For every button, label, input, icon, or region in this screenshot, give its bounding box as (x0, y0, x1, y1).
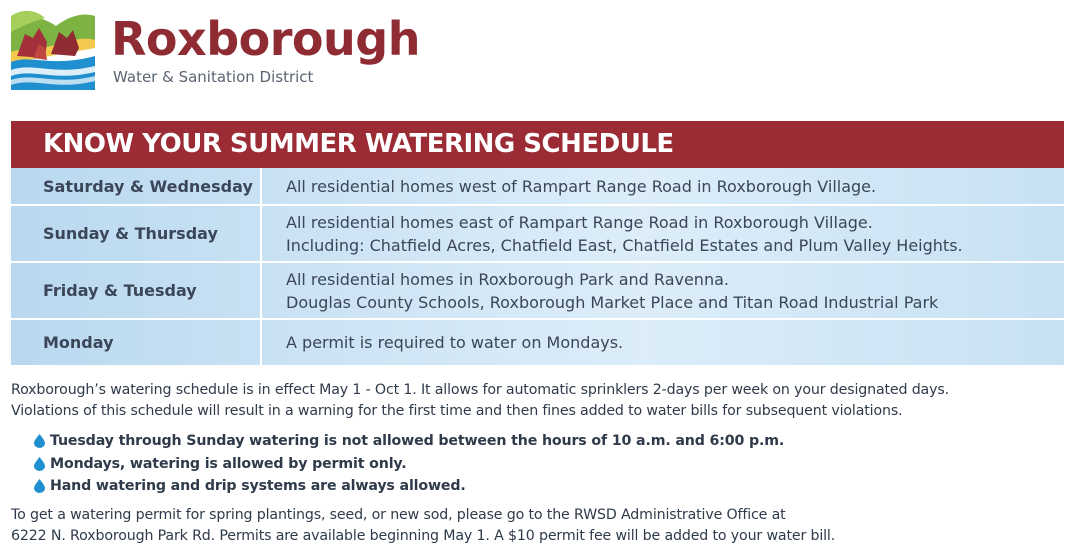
schedule-description-line: All residential homes east of Rampart Range Road in Roxborough Village. (286, 212, 873, 232)
schedule-days: Saturday & Wednesday (11, 168, 262, 204)
schedule-description-line: Including: Chatfield Acres, Chatfield East, Chatfield Estates and Plum Valley Heights. (286, 235, 963, 255)
water-drop-icon (34, 434, 45, 448)
watering-rules-list (34, 430, 784, 498)
permit-line: 6222 N. Roxborough Park Rd. Permits are available beginning May 1. A $10 permit fee will be added to your water bill. (11, 528, 836, 544)
rule-text: Hand watering and drip systems are always allowed. (50, 478, 466, 494)
logo-subtitle: Water & Sanitation District (113, 68, 314, 86)
schedule-description-line: Douglas County Schools, Roxborough Market Place and Titan Road Industrial Park (286, 292, 939, 312)
schedule-description-line: All residential homes west of Rampart Range Road in Roxborough Village. (286, 176, 877, 196)
intro-line: Roxborough’s watering schedule is in effect May 1 - Oct 1. It allows for automatic sprinklers 2-days per week on your designated days. (11, 382, 949, 398)
schedule-row (11, 320, 1064, 365)
district-logo (11, 8, 420, 92)
schedule-days: Friday & Tuesday (11, 263, 262, 318)
permit-line: To get a watering permit for spring plantings, seed, or new sod, please go to the RWSD Administrative Office at (11, 507, 786, 523)
mountain-water-logo-icon (11, 8, 95, 90)
intro-line: Violations of this schedule will result in a warning for the first time and then fines added to water bills for subsequent violations. (11, 403, 903, 419)
list-item (34, 453, 784, 476)
schedule-description-line: All residential homes in Roxborough Park and Ravenna. (286, 269, 729, 289)
logo-name: Roxborough (111, 12, 420, 66)
permit-paragraph (11, 505, 835, 547)
schedule-description (262, 263, 1064, 318)
watering-schedule-table (11, 121, 1064, 365)
schedule-description (262, 168, 1064, 204)
schedule-title: KNOW YOUR SUMMER WATERING SCHEDULE (11, 121, 1064, 168)
water-drop-icon (34, 457, 45, 471)
schedule-description (262, 206, 1064, 261)
schedule-description-line: A permit is required to water on Mondays. (286, 333, 624, 352)
schedule-intro-paragraph (11, 380, 949, 422)
rule-text: Mondays, watering is allowed by permit only. (50, 455, 407, 472)
schedule-description (262, 320, 1064, 365)
schedule-row (11, 206, 1064, 263)
schedule-row (11, 263, 1064, 320)
rule-text: Tuesday through Sunday watering is not allowed between the hours of 10 a.m. and 6:00 p.m. (50, 433, 785, 449)
schedule-days: Monday (11, 320, 262, 365)
water-drop-icon (34, 479, 45, 493)
list-item (34, 475, 784, 498)
list-item (34, 430, 784, 453)
schedule-row (11, 168, 1064, 206)
schedule-days: Sunday & Thursday (11, 206, 262, 261)
